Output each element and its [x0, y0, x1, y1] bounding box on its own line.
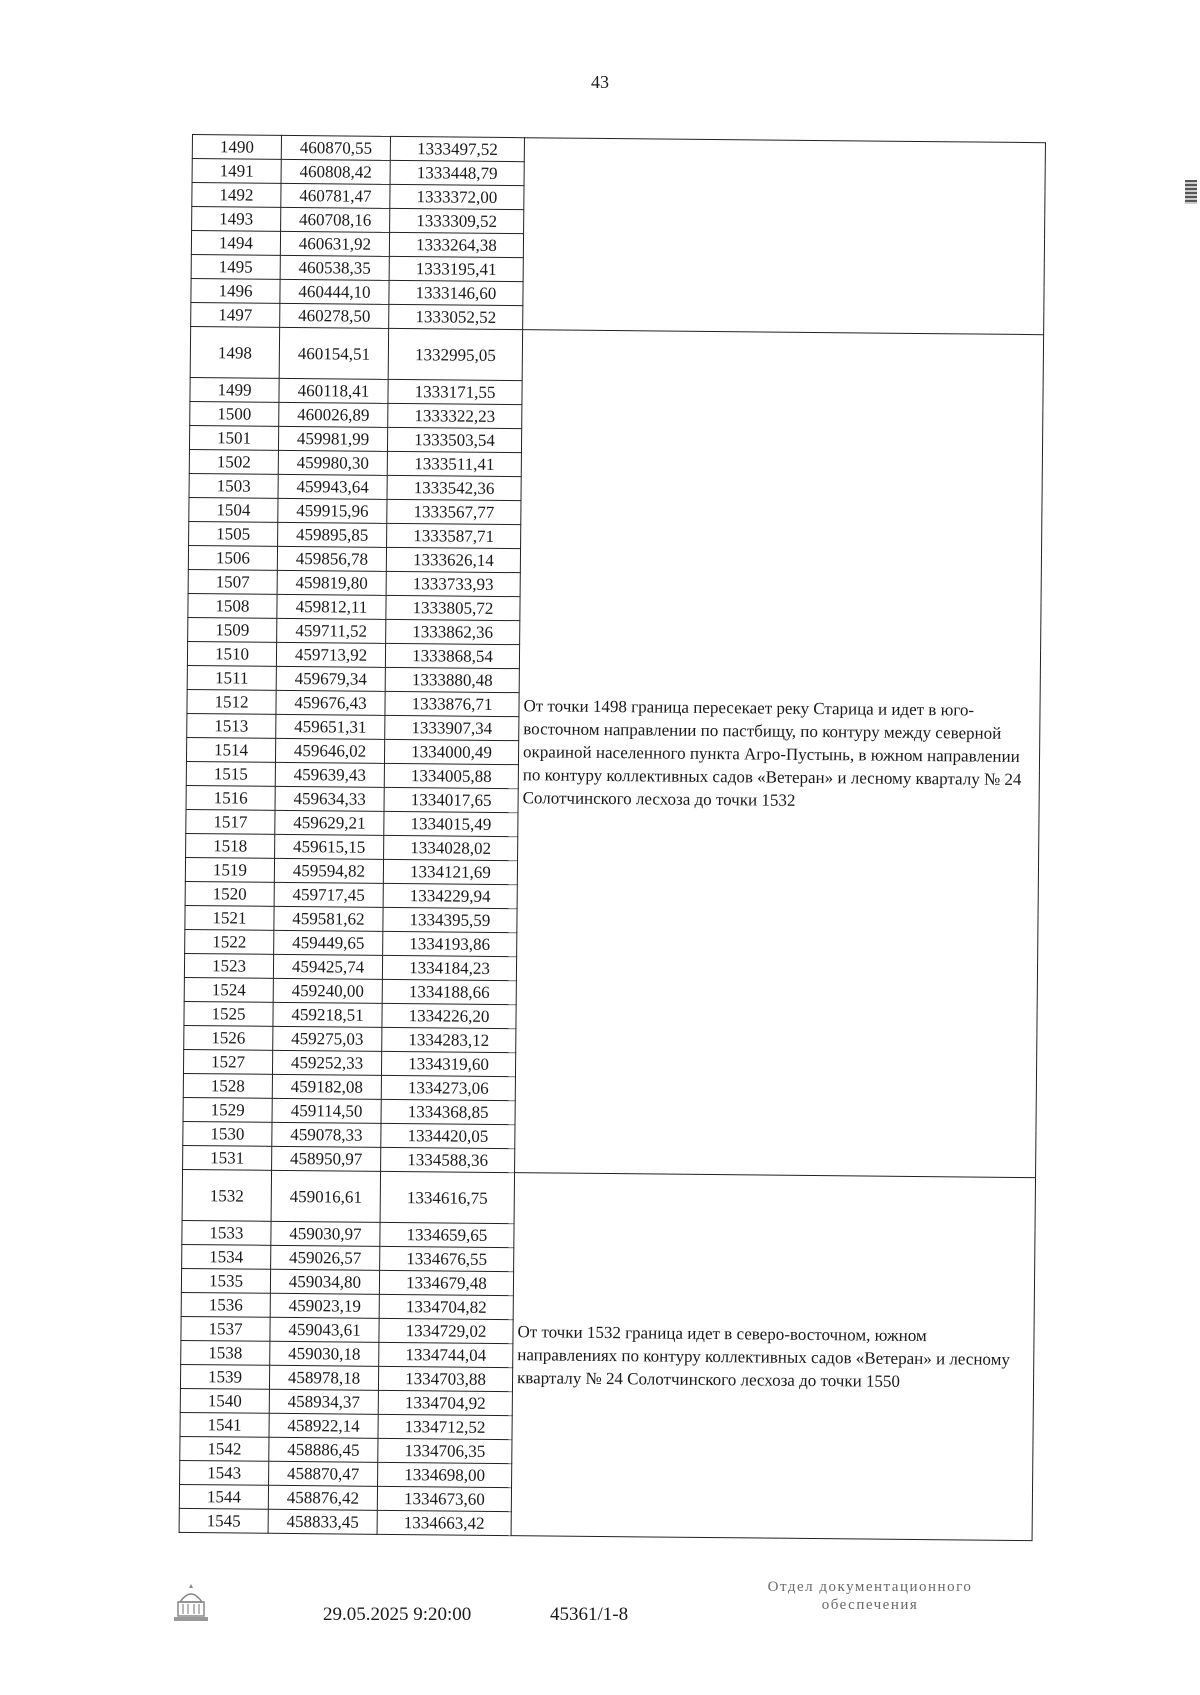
y-coordinate-cell: 1334663,42 — [377, 1510, 511, 1535]
x-coordinate-cell: 459812,11 — [277, 594, 386, 619]
y-coordinate-cell: 1333567,77 — [387, 499, 521, 524]
y-coordinate-cell: 1334017,65 — [384, 787, 518, 812]
boundary-description-cell: От точки 1498 граница пересекает реку Старица и идет в юго-восточном направлении по пастбищу, по контуру между северной окраиной населенного пункта Агро-Пустынь, в южном направлении по контуру коллективных садов «Ветеран» и лесному кварталу № 24 Солотчинского лесхоза до точки 1532 — [515, 330, 1044, 1178]
office-stamp — [720, 1578, 1020, 1614]
point-number-cell: 1499 — [190, 377, 279, 402]
x-coordinate-cell: 459676,43 — [276, 690, 385, 715]
y-coordinate-cell: 1333497,52 — [390, 136, 524, 161]
y-coordinate-cell: 1332995,05 — [388, 328, 522, 380]
y-coordinate-cell: 1334273,06 — [381, 1075, 515, 1100]
x-coordinate-cell: 460708,16 — [281, 207, 390, 232]
point-number-cell: 1509 — [188, 617, 277, 642]
y-coordinate-cell: 1333195,41 — [389, 256, 523, 281]
point-number-cell: 1495 — [191, 254, 280, 279]
y-coordinate-cell: 1334706,35 — [378, 1438, 512, 1463]
point-number-cell: 1540 — [180, 1388, 269, 1413]
point-number-cell: 1508 — [188, 593, 277, 618]
coordinates-table-body — [179, 135, 1045, 1541]
x-coordinate-cell: 459646,02 — [275, 738, 384, 763]
x-coordinate-cell: 459030,18 — [270, 1341, 379, 1366]
point-number-cell: 1538 — [181, 1340, 270, 1365]
y-coordinate-cell: 1334729,02 — [379, 1318, 513, 1343]
y-coordinate-cell: 1334121,69 — [383, 859, 517, 884]
x-coordinate-cell: 458950,97 — [272, 1146, 381, 1171]
office-stamp-line1: Отдел документационного — [767, 1579, 973, 1595]
x-coordinate-cell: 459078,33 — [272, 1122, 381, 1147]
point-number-cell: 1497 — [191, 302, 280, 327]
table-row — [190, 326, 1043, 385]
y-coordinate-cell: 1333264,38 — [389, 232, 523, 257]
x-coordinate-cell: 459594,82 — [274, 858, 383, 883]
x-coordinate-cell: 460538,35 — [280, 255, 389, 280]
emblem-icon — [170, 1580, 212, 1626]
x-coordinate-cell: 459981,99 — [278, 426, 387, 451]
y-coordinate-cell: 1333146,60 — [389, 280, 523, 305]
boundary-description-cell: От точки 1532 граница идет в северо-восточном, южном направлениях по контуру коллективных садов «Ветеран» и лесному кварталу № 24 Солотчинского лесхоза до точки 1550 — [511, 1173, 1035, 1541]
x-coordinate-cell: 458978,18 — [269, 1365, 378, 1390]
x-coordinate-cell: 458833,45 — [268, 1509, 377, 1534]
y-coordinate-cell: 1333805,72 — [386, 595, 520, 620]
x-coordinate-cell: 459026,57 — [271, 1245, 380, 1270]
point-number-cell: 1503 — [189, 473, 278, 498]
point-number-cell: 1521 — [185, 905, 274, 930]
point-number-cell: 1534 — [182, 1244, 271, 1269]
point-number-cell: 1524 — [184, 977, 273, 1002]
x-coordinate-cell: 459634,33 — [275, 786, 384, 811]
x-coordinate-cell: 459651,31 — [276, 714, 385, 739]
x-coordinate-cell: 459449,65 — [274, 930, 383, 955]
point-number-cell: 1515 — [186, 761, 275, 786]
point-number-cell: 1507 — [188, 569, 277, 594]
point-number-cell: 1539 — [180, 1364, 269, 1389]
x-coordinate-cell: 459717,45 — [274, 882, 383, 907]
page-number: 43 — [591, 72, 609, 92]
table-row — [182, 1169, 1035, 1228]
x-coordinate-cell: 459043,61 — [270, 1317, 379, 1342]
x-coordinate-cell: 458876,42 — [268, 1485, 377, 1510]
y-coordinate-cell: 1333052,52 — [389, 304, 523, 329]
y-coordinate-cell: 1334000,49 — [384, 739, 518, 764]
point-number-cell: 1518 — [186, 833, 275, 858]
point-number-cell: 1505 — [189, 521, 278, 546]
y-coordinate-cell: 1334028,02 — [384, 835, 518, 860]
x-coordinate-cell: 460444,10 — [280, 279, 389, 304]
y-coordinate-cell: 1334395,59 — [383, 907, 517, 932]
point-number-cell: 1498 — [190, 326, 279, 378]
point-number-cell: 1493 — [192, 207, 281, 232]
y-coordinate-cell: 1334616,75 — [380, 1171, 514, 1223]
x-coordinate-cell: 459713,92 — [276, 642, 385, 667]
y-coordinate-cell: 1333907,34 — [385, 715, 519, 740]
y-coordinate-cell: 1334744,04 — [379, 1342, 513, 1367]
x-coordinate-cell: 459425,74 — [273, 954, 382, 979]
x-coordinate-cell: 460154,51 — [279, 327, 388, 379]
y-coordinate-cell: 1334676,55 — [380, 1246, 514, 1271]
x-coordinate-cell: 459819,80 — [277, 570, 386, 595]
x-coordinate-cell: 460631,92 — [280, 231, 389, 256]
y-coordinate-cell: 1334226,20 — [382, 1003, 516, 1028]
x-coordinate-cell: 460278,50 — [280, 303, 389, 328]
point-number-cell: 1525 — [184, 1001, 273, 1026]
x-coordinate-cell: 459218,51 — [273, 1002, 382, 1027]
point-number-cell: 1490 — [192, 135, 281, 160]
x-coordinate-cell: 460870,55 — [281, 135, 390, 160]
y-coordinate-cell: 1334588,36 — [381, 1147, 515, 1172]
point-number-cell: 1527 — [183, 1049, 272, 1074]
point-number-cell: 1506 — [188, 545, 277, 570]
y-coordinate-cell: 1333372,00 — [390, 184, 524, 209]
point-number-cell: 1511 — [187, 665, 276, 690]
point-number-cell: 1500 — [190, 401, 279, 426]
y-coordinate-cell: 1334673,60 — [377, 1486, 511, 1511]
y-coordinate-cell: 1334712,52 — [378, 1414, 512, 1439]
point-number-cell: 1523 — [184, 953, 273, 978]
x-coordinate-cell: 460808,42 — [281, 159, 390, 184]
point-number-cell: 1522 — [185, 929, 274, 954]
x-coordinate-cell: 458886,45 — [269, 1437, 378, 1462]
footer-timestamp: 29.05.2025 9:20:00 — [323, 1604, 472, 1625]
point-number-cell: 1533 — [182, 1220, 271, 1245]
point-number-cell: 1502 — [189, 449, 278, 474]
x-coordinate-cell: 459030,97 — [271, 1221, 380, 1246]
y-coordinate-cell: 1334188,66 — [382, 979, 516, 1004]
point-number-cell: 1544 — [179, 1484, 268, 1509]
x-coordinate-cell: 459016,61 — [271, 1170, 380, 1222]
y-coordinate-cell: 1334704,82 — [379, 1294, 513, 1319]
point-number-cell: 1528 — [183, 1073, 272, 1098]
x-coordinate-cell: 459023,19 — [270, 1293, 379, 1318]
y-coordinate-cell: 1334229,94 — [383, 883, 517, 908]
point-number-cell: 1541 — [180, 1412, 269, 1437]
y-coordinate-cell: 1334005,88 — [384, 763, 518, 788]
point-number-cell: 1494 — [191, 231, 280, 256]
y-coordinate-cell: 1333626,14 — [386, 547, 520, 572]
y-coordinate-cell: 1334184,23 — [382, 955, 516, 980]
footer-document-code: 45361/1-8 — [550, 1604, 629, 1625]
coordinates-table — [179, 134, 1046, 1541]
y-coordinate-cell: 1333171,55 — [388, 379, 522, 404]
y-coordinate-cell: 1334420,05 — [381, 1123, 515, 1148]
x-coordinate-cell: 459980,30 — [278, 450, 387, 475]
y-coordinate-cell: 1333448,79 — [390, 160, 524, 185]
point-number-cell: 1543 — [180, 1460, 269, 1485]
point-number-cell: 1532 — [182, 1169, 271, 1221]
point-number-cell: 1531 — [183, 1145, 272, 1170]
y-coordinate-cell: 1333868,54 — [385, 643, 519, 668]
y-coordinate-cell: 1334704,92 — [378, 1390, 512, 1415]
point-number-cell: 1519 — [185, 857, 274, 882]
x-coordinate-cell: 459856,78 — [277, 546, 386, 571]
point-number-cell: 1504 — [189, 497, 278, 522]
y-coordinate-cell: 1333876,71 — [385, 691, 519, 716]
boundary-description-cell — [523, 138, 1046, 335]
y-coordinate-cell: 1334193,86 — [383, 931, 517, 956]
point-number-cell: 1516 — [186, 785, 275, 810]
point-number-cell: 1537 — [181, 1316, 270, 1341]
x-coordinate-cell: 458934,37 — [269, 1389, 378, 1414]
x-coordinate-cell: 459915,96 — [278, 498, 387, 523]
point-number-cell: 1514 — [186, 737, 275, 762]
margin-scan-mark — [1185, 180, 1197, 204]
y-coordinate-cell: 1333322,23 — [388, 403, 522, 428]
x-coordinate-cell: 459114,50 — [272, 1098, 381, 1123]
point-number-cell: 1496 — [191, 278, 280, 303]
point-number-cell: 1526 — [184, 1025, 273, 1050]
point-number-cell: 1517 — [186, 809, 275, 834]
y-coordinate-cell: 1334368,85 — [381, 1099, 515, 1124]
point-number-cell: 1520 — [185, 881, 274, 906]
y-coordinate-cell: 1333862,36 — [386, 619, 520, 644]
point-number-cell: 1510 — [187, 641, 276, 666]
x-coordinate-cell: 459034,80 — [270, 1269, 379, 1294]
y-coordinate-cell: 1333880,48 — [385, 667, 519, 692]
y-coordinate-cell: 1334319,60 — [381, 1051, 515, 1076]
x-coordinate-cell: 459639,43 — [275, 762, 384, 787]
x-coordinate-cell: 460781,47 — [281, 183, 390, 208]
point-number-cell: 1513 — [187, 713, 276, 738]
x-coordinate-cell: 459629,21 — [275, 810, 384, 835]
y-coordinate-cell: 1334703,88 — [378, 1366, 512, 1391]
x-coordinate-cell: 459252,33 — [272, 1050, 381, 1075]
x-coordinate-cell: 459711,52 — [277, 618, 386, 643]
x-coordinate-cell: 459895,85 — [278, 522, 387, 547]
y-coordinate-cell: 1333511,41 — [387, 451, 521, 476]
x-coordinate-cell: 458870,47 — [269, 1461, 378, 1486]
x-coordinate-cell: 459182,08 — [272, 1074, 381, 1099]
y-coordinate-cell: 1334015,49 — [384, 811, 518, 836]
point-number-cell: 1501 — [189, 425, 278, 450]
y-coordinate-cell: 1334679,48 — [379, 1270, 513, 1295]
point-number-cell: 1530 — [183, 1121, 272, 1146]
y-coordinate-cell: 1333503,54 — [387, 427, 521, 452]
y-coordinate-cell: 1333733,93 — [386, 571, 520, 596]
x-coordinate-cell: 459240,00 — [273, 978, 382, 1003]
x-coordinate-cell: 459679,34 — [276, 666, 385, 691]
x-coordinate-cell: 459581,62 — [274, 906, 383, 931]
office-stamp-line2: обеспечения — [821, 1597, 919, 1613]
point-number-cell: 1536 — [181, 1292, 270, 1317]
x-coordinate-cell: 459615,15 — [275, 834, 384, 859]
point-number-cell: 1535 — [181, 1268, 270, 1293]
x-coordinate-cell: 458922,14 — [269, 1413, 378, 1438]
point-number-cell: 1542 — [180, 1436, 269, 1461]
y-coordinate-cell: 1333309,52 — [390, 208, 524, 233]
point-number-cell: 1545 — [179, 1508, 268, 1533]
y-coordinate-cell: 1333587,71 — [387, 523, 521, 548]
y-coordinate-cell: 1334659,65 — [380, 1222, 514, 1247]
point-number-cell: 1491 — [192, 159, 281, 184]
y-coordinate-cell: 1334698,00 — [378, 1462, 512, 1487]
point-number-cell: 1529 — [183, 1097, 272, 1122]
y-coordinate-cell: 1334283,12 — [382, 1027, 516, 1052]
point-number-cell: 1512 — [187, 689, 276, 714]
x-coordinate-cell: 460118,41 — [279, 378, 388, 403]
x-coordinate-cell: 459943,64 — [278, 474, 387, 499]
point-number-cell: 1492 — [192, 183, 281, 208]
x-coordinate-cell: 459275,03 — [273, 1026, 382, 1051]
x-coordinate-cell: 460026,89 — [279, 402, 388, 427]
y-coordinate-cell: 1333542,36 — [387, 475, 521, 500]
